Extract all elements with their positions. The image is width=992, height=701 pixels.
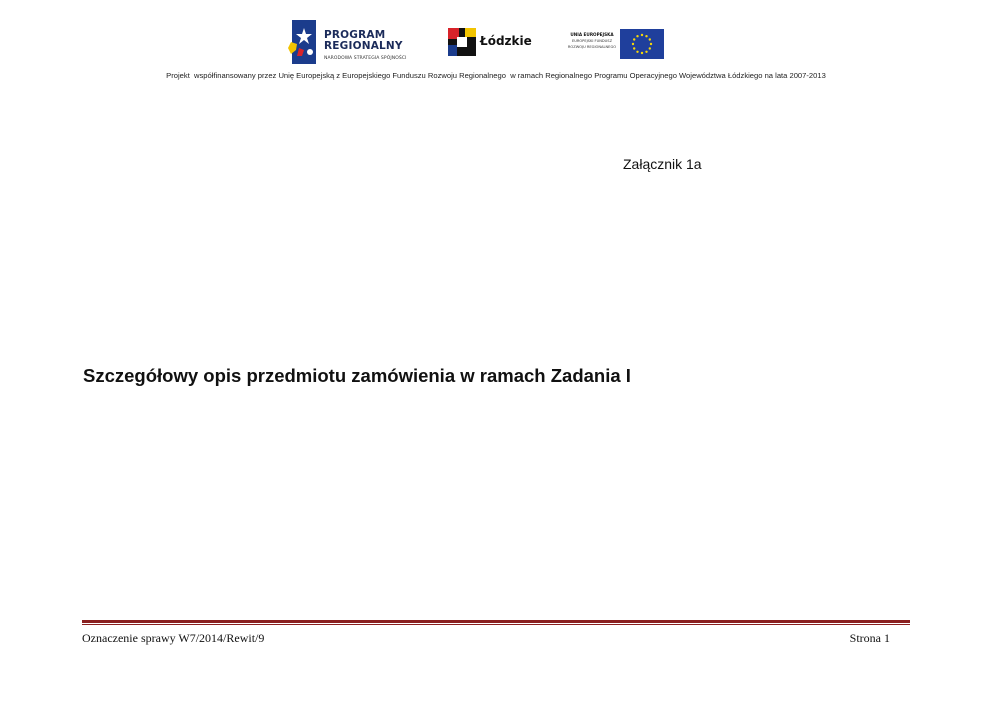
cofinancing-statement: Projekt współfinansowany przez Unię Europejską z Europejskiego Funduszu Rozwoju Regionalnego w ramach Regionalnego Programu Operacyjnego Województwa Łódzkiego na lata 2007-2013 bbox=[166, 71, 826, 80]
eu-logo-line2: EUROPEJSKI FUNDUSZ bbox=[571, 39, 613, 43]
eu-flag-icon bbox=[620, 29, 664, 59]
program-logo-line2: REGIONALNY bbox=[324, 40, 403, 52]
page-number: Strona 1 bbox=[849, 631, 890, 645]
eu-logo-line1: UNIA EUROPEJSKA bbox=[570, 32, 614, 37]
footer-divider bbox=[82, 620, 910, 626]
lodzkie-square-icon bbox=[448, 28, 476, 56]
eu-logo bbox=[563, 29, 668, 59]
lodzkie-logo-text: Łódzkie bbox=[480, 34, 532, 48]
program-regionalny-star-icon bbox=[288, 20, 318, 64]
header-logos bbox=[0, 18, 992, 64]
footer-divider-thick bbox=[82, 620, 910, 623]
annex-label: Załącznik 1a bbox=[623, 156, 702, 172]
footer-divider-thin bbox=[82, 624, 910, 625]
case-reference: Oznaczenie sprawy W7/2014/Rewit/9 bbox=[82, 631, 265, 645]
eu-logo-line3: ROZWOJU REGIONALNEGO bbox=[567, 45, 617, 49]
document-title: Szczegółowy opis przedmiotu zamówienia w ramach Zadania I bbox=[83, 365, 631, 386]
program-logo-line3: NARODOWA STRATEGIA SPÓJNOŚCI bbox=[324, 56, 407, 61]
program-logo-line1: PROGRAM bbox=[324, 29, 386, 41]
lodzkie-logo bbox=[448, 28, 538, 58]
program-regionalny-logo bbox=[288, 20, 438, 64]
